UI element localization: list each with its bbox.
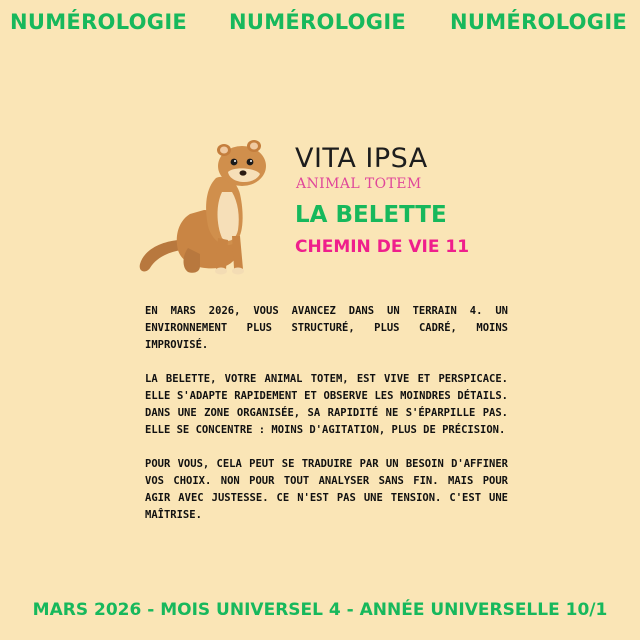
footer: MARS 2026 - MOIS UNIVERSEL 4 - ANNÉE UNIVERSELLE 10/1 [32,600,608,620]
top-banner [0,10,640,40]
banner-word: NUMÉROLOGIE [450,10,628,34]
weasel-illustration [130,122,280,282]
banner-word: NUMÉROLOGIE [10,10,188,34]
brand-subtitle: ANIMAL TOTEM [296,176,422,192]
banner-word: NUMÉROLOGIE [229,10,407,34]
life-path: CHEMIN DE VIE 11 [295,237,470,257]
paragraph-3: POUR VOUS, CELA PEUT SE TRADUIRE PAR UN BESOIN D'AFFINER VOS CHOIX. NON POUR TOUT ANALYSER SANS FIN. MAIS POUR AGIR AVEC JUSTESSE. CE N'EST PAS UNE TENSION. C'EST UNE MAÎTRISE. [145,458,508,521]
animal-name: LA BELETTE [295,202,447,228]
weasel-icon [130,122,280,282]
paragraph-1: EN MARS 2026, VOUS AVANCEZ DANS UN TERRAIN 4. UN ENVIRONNEMENT PLUS STRUCTURÉ, PLUS CADRÉ, MOINS IMPROVISÉ. [145,305,508,351]
paragraph-2: LA BELETTE, VOTRE ANIMAL TOTEM, EST VIVE ET PERSPICACE. ELLE S'ADAPTE RAPIDEMENT ET OBSERVE LES MOINDRES DÉTAILS. DANS UNE ZONE ORGANISÉE, SA RAPIDITÉ NE S'ÉPARPILLE PAS. ELLE SE CONCENTRE : MOINS D'AGITATION, PLUS DE PRÉCISION. [145,373,508,436]
brand-name: VITA IPSA [295,143,428,174]
body-text [145,303,508,541]
